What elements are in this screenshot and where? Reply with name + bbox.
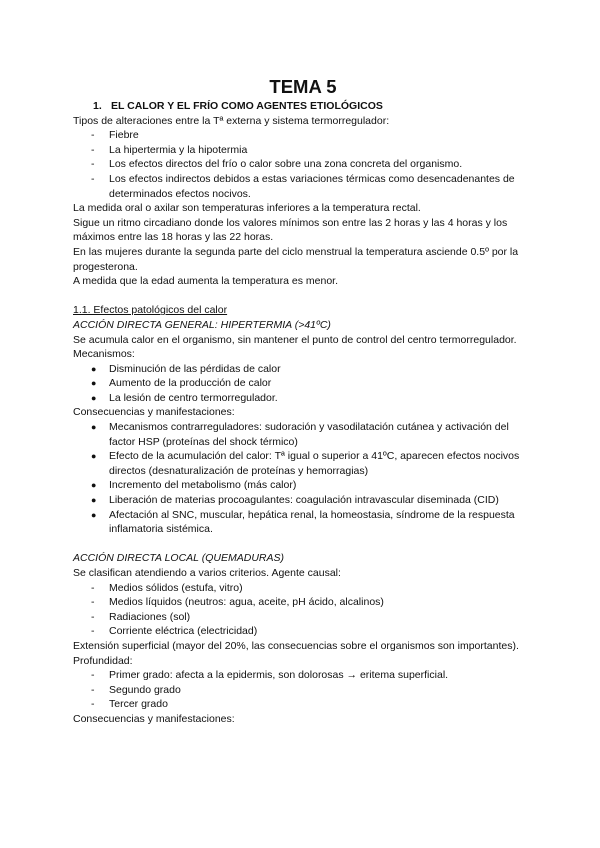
consequences-label: Consecuencias y manifestaciones: xyxy=(73,406,235,419)
paragraph: La medida oral o axilar son temperaturas inferiores a la temperatura rectal. xyxy=(73,202,421,215)
mechanisms-list xyxy=(73,362,533,406)
depth-list xyxy=(73,668,533,712)
burns-heading: ACCIÓN DIRECTA LOCAL (QUEMADURAS) xyxy=(73,552,284,565)
list-item: - Radiaciones (sol) xyxy=(91,610,191,623)
section-heading-text: EL CALOR Y EL FRÍO COMO AGENTES ETIOLÓGICOS xyxy=(111,100,383,112)
list-item: ● Incremento del metabolismo (más calor) xyxy=(91,479,297,492)
list-item: ● Afectación al SNC, muscular, hepática renal, la homeostasia, síndrome de la respuesta inflamatoria sistémica. xyxy=(91,508,515,536)
list-item: - Medios sólidos (estufa, vitro) xyxy=(91,581,243,594)
list-item: - Los efectos indirectos debidos a estas variaciones térmicas como desencadenantes de determinados efectos nocivos. xyxy=(91,172,515,200)
hyperthermia-heading: ACCIÓN DIRECTA GENERAL: HIPERTERMIA (>41ºC) xyxy=(73,318,331,331)
list-item: ● Aumento de la producción de calor xyxy=(91,377,272,390)
agents-list xyxy=(73,581,533,639)
list-item: - Fiebre xyxy=(91,129,139,142)
types-list xyxy=(73,128,533,201)
list-item: - Medios líquidos (neutros: agua, aceite, pH ácido, alcalinos) xyxy=(91,596,384,609)
list-item: - Los efectos directos del frío o calor sobre una zona concreta del organismo. xyxy=(91,158,463,171)
list-item: - Primer grado: afecta a la epidermis, son dolorosas → eritema superficial. xyxy=(91,669,449,682)
document-content xyxy=(73,76,533,727)
hyperthermia-text: Se acumula calor en el organismo, sin mantener el punto de control del centro termorregulador. xyxy=(73,333,517,346)
list-item: ● Liberación de materias procoagulantes: coagulación intravascular diseminada (CID) xyxy=(91,494,499,507)
list-item: ● La lesión de centro termorregulador. xyxy=(91,391,278,404)
list-item: - Corriente eléctrica (electricidad) xyxy=(91,625,258,638)
extension-text: Extensión superficial (mayor del 20%, las consecuencias sobre el organismos son importantes). xyxy=(73,639,519,652)
list-item: - Tercer grado xyxy=(91,698,168,711)
mechanisms-label: Mecanismos: xyxy=(73,348,135,361)
page-title: TEMA 5 xyxy=(269,76,337,97)
section-heading xyxy=(93,99,533,114)
depth-label: Profundidad: xyxy=(73,654,133,667)
list-item: ● Efecto de la acumulación del calor: Tª igual o superior a 41ºC, aparecen efectos nocivos directos (desnaturalización de proteínas y hemorragias) xyxy=(91,450,520,477)
list-item: ● Disminución de las pérdidas de calor xyxy=(91,362,281,375)
list-item: - Segundo grado xyxy=(91,683,181,696)
subsection-heading: 1.1. Efectos patológicos del calor xyxy=(73,304,228,317)
section-number: 1. xyxy=(93,100,102,112)
burns-intro: Se clasifican atendiendo a varios criterios. Agente causal: xyxy=(73,567,341,579)
paragraph: En las mujeres durante la segunda parte del ciclo menstrual la temperatura asciende 0.5º por la progesterona. xyxy=(73,245,519,273)
final-consequences-label: Consecuencias y manifestaciones: xyxy=(73,712,235,725)
list-item: ● Mecanismos contrarreguladores: sudoración y vasodilatación cutánea y activación del factor HSP (proteínas del shock térmico) xyxy=(91,421,509,448)
paragraph: Sigue un ritmo circadiano donde los valores mínimos son entre las 2 horas y las 4 horas y los máximos entre las 18 horas y las 22 horas. xyxy=(73,216,508,244)
types-intro: Tipos de alteraciones entre la Tª externa y sistema termorregulador: xyxy=(73,114,390,127)
consequences-list xyxy=(73,420,533,537)
paragraph: A medida que la edad aumenta la temperatura es menor. xyxy=(73,275,339,288)
list-item: - La hipertermia y la hipotermia xyxy=(91,143,248,156)
